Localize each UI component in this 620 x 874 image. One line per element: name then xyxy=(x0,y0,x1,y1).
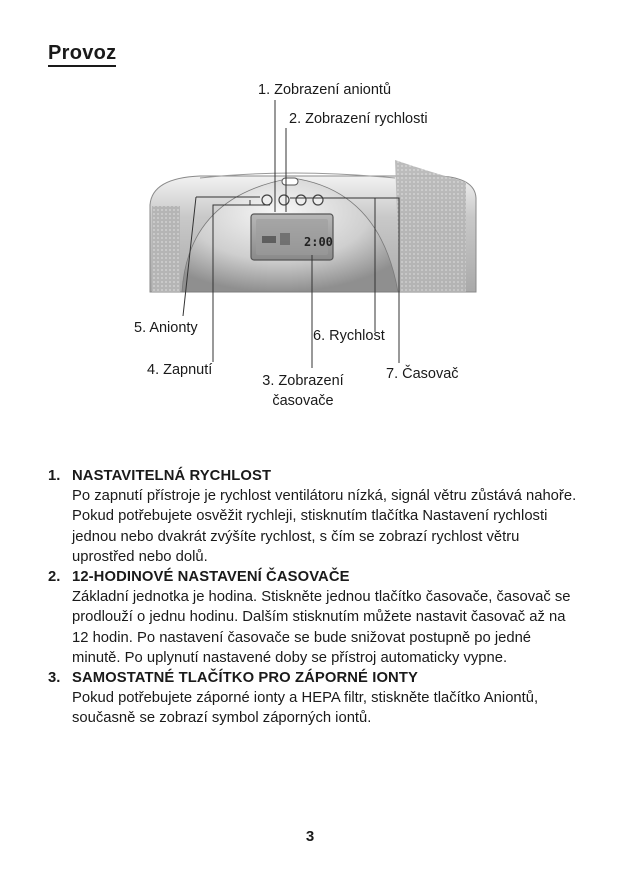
label-timer-display: 3. Zobrazení časovače xyxy=(262,373,344,409)
label-timer: 7. Časovač xyxy=(386,366,459,382)
button-power xyxy=(262,195,272,205)
item-number: 1. xyxy=(48,468,61,484)
label-speed: 6. Rychlost xyxy=(313,328,385,344)
item-number: 2. xyxy=(48,569,61,586)
page-title: Provoz xyxy=(48,42,116,67)
lcd-speed-symbol xyxy=(280,233,290,245)
item-heading: SAMOSTATNÉ TLAČÍTKO PRO ZÁPORNÉ IONTY xyxy=(72,670,418,687)
button-timer xyxy=(313,195,323,205)
lcd-timer-value: 2:00 xyxy=(304,235,333,249)
right-grille xyxy=(395,160,466,292)
instruction-list xyxy=(48,466,578,729)
item-number: 3. xyxy=(48,670,61,687)
lcd-anion-symbol xyxy=(262,236,276,243)
device-figure xyxy=(0,0,620,430)
air-purifier-illustration xyxy=(0,0,620,430)
left-grille xyxy=(152,206,180,292)
button-anions xyxy=(279,195,289,205)
label-speed-display: 2. Zobrazení rychlosti xyxy=(289,111,428,127)
item-heading: 12-HODINOVÉ NASTAVENÍ ČASOVAČE xyxy=(72,569,350,586)
list-item xyxy=(48,466,578,567)
power-indicator xyxy=(282,178,298,185)
label-anion-display: 1. Zobrazení aniontů xyxy=(258,82,392,98)
label-anions: 5. Anionty xyxy=(134,320,198,336)
label-power: 4. Zapnutí xyxy=(147,362,213,378)
list-item xyxy=(48,567,578,668)
item-text: Po zapnutí přístroje je rychlost ventilátoru nízká, signál větru zůstává nahoře. Pokud potřebujete osvěžit rychleji, stisknutím tlačítka Nastavení rychlosti jednou nebo dvakrát zvýšíte rychlost, s čím se zobrazí rychlost větru uprostřed nebo dolů. xyxy=(72,488,577,565)
item-text: Pokud potřebujete záporné ionty a HEPA filtr, stiskněte tlačítko Aniontů, současně se zobrazí symbol záporných iontů. xyxy=(72,690,539,727)
button-speed xyxy=(296,195,306,205)
item-text: Základní jednotka je hodina. Stiskněte jednou tlačítko časovače, časovač se prodlouží o jednu hodinu. Dalším stisknutím můžete nastavit časovač až na 12 hodin. Po nastavení časovače se bude snižovat postupně po jedné minutě. Po uplynutí nastavené doby se přístroj automaticky vypne. xyxy=(72,589,571,666)
page-number: 3 xyxy=(305,828,315,845)
item-heading: NASTAVITELNÁ RYCHLOST xyxy=(72,468,272,484)
list-item xyxy=(48,668,578,729)
